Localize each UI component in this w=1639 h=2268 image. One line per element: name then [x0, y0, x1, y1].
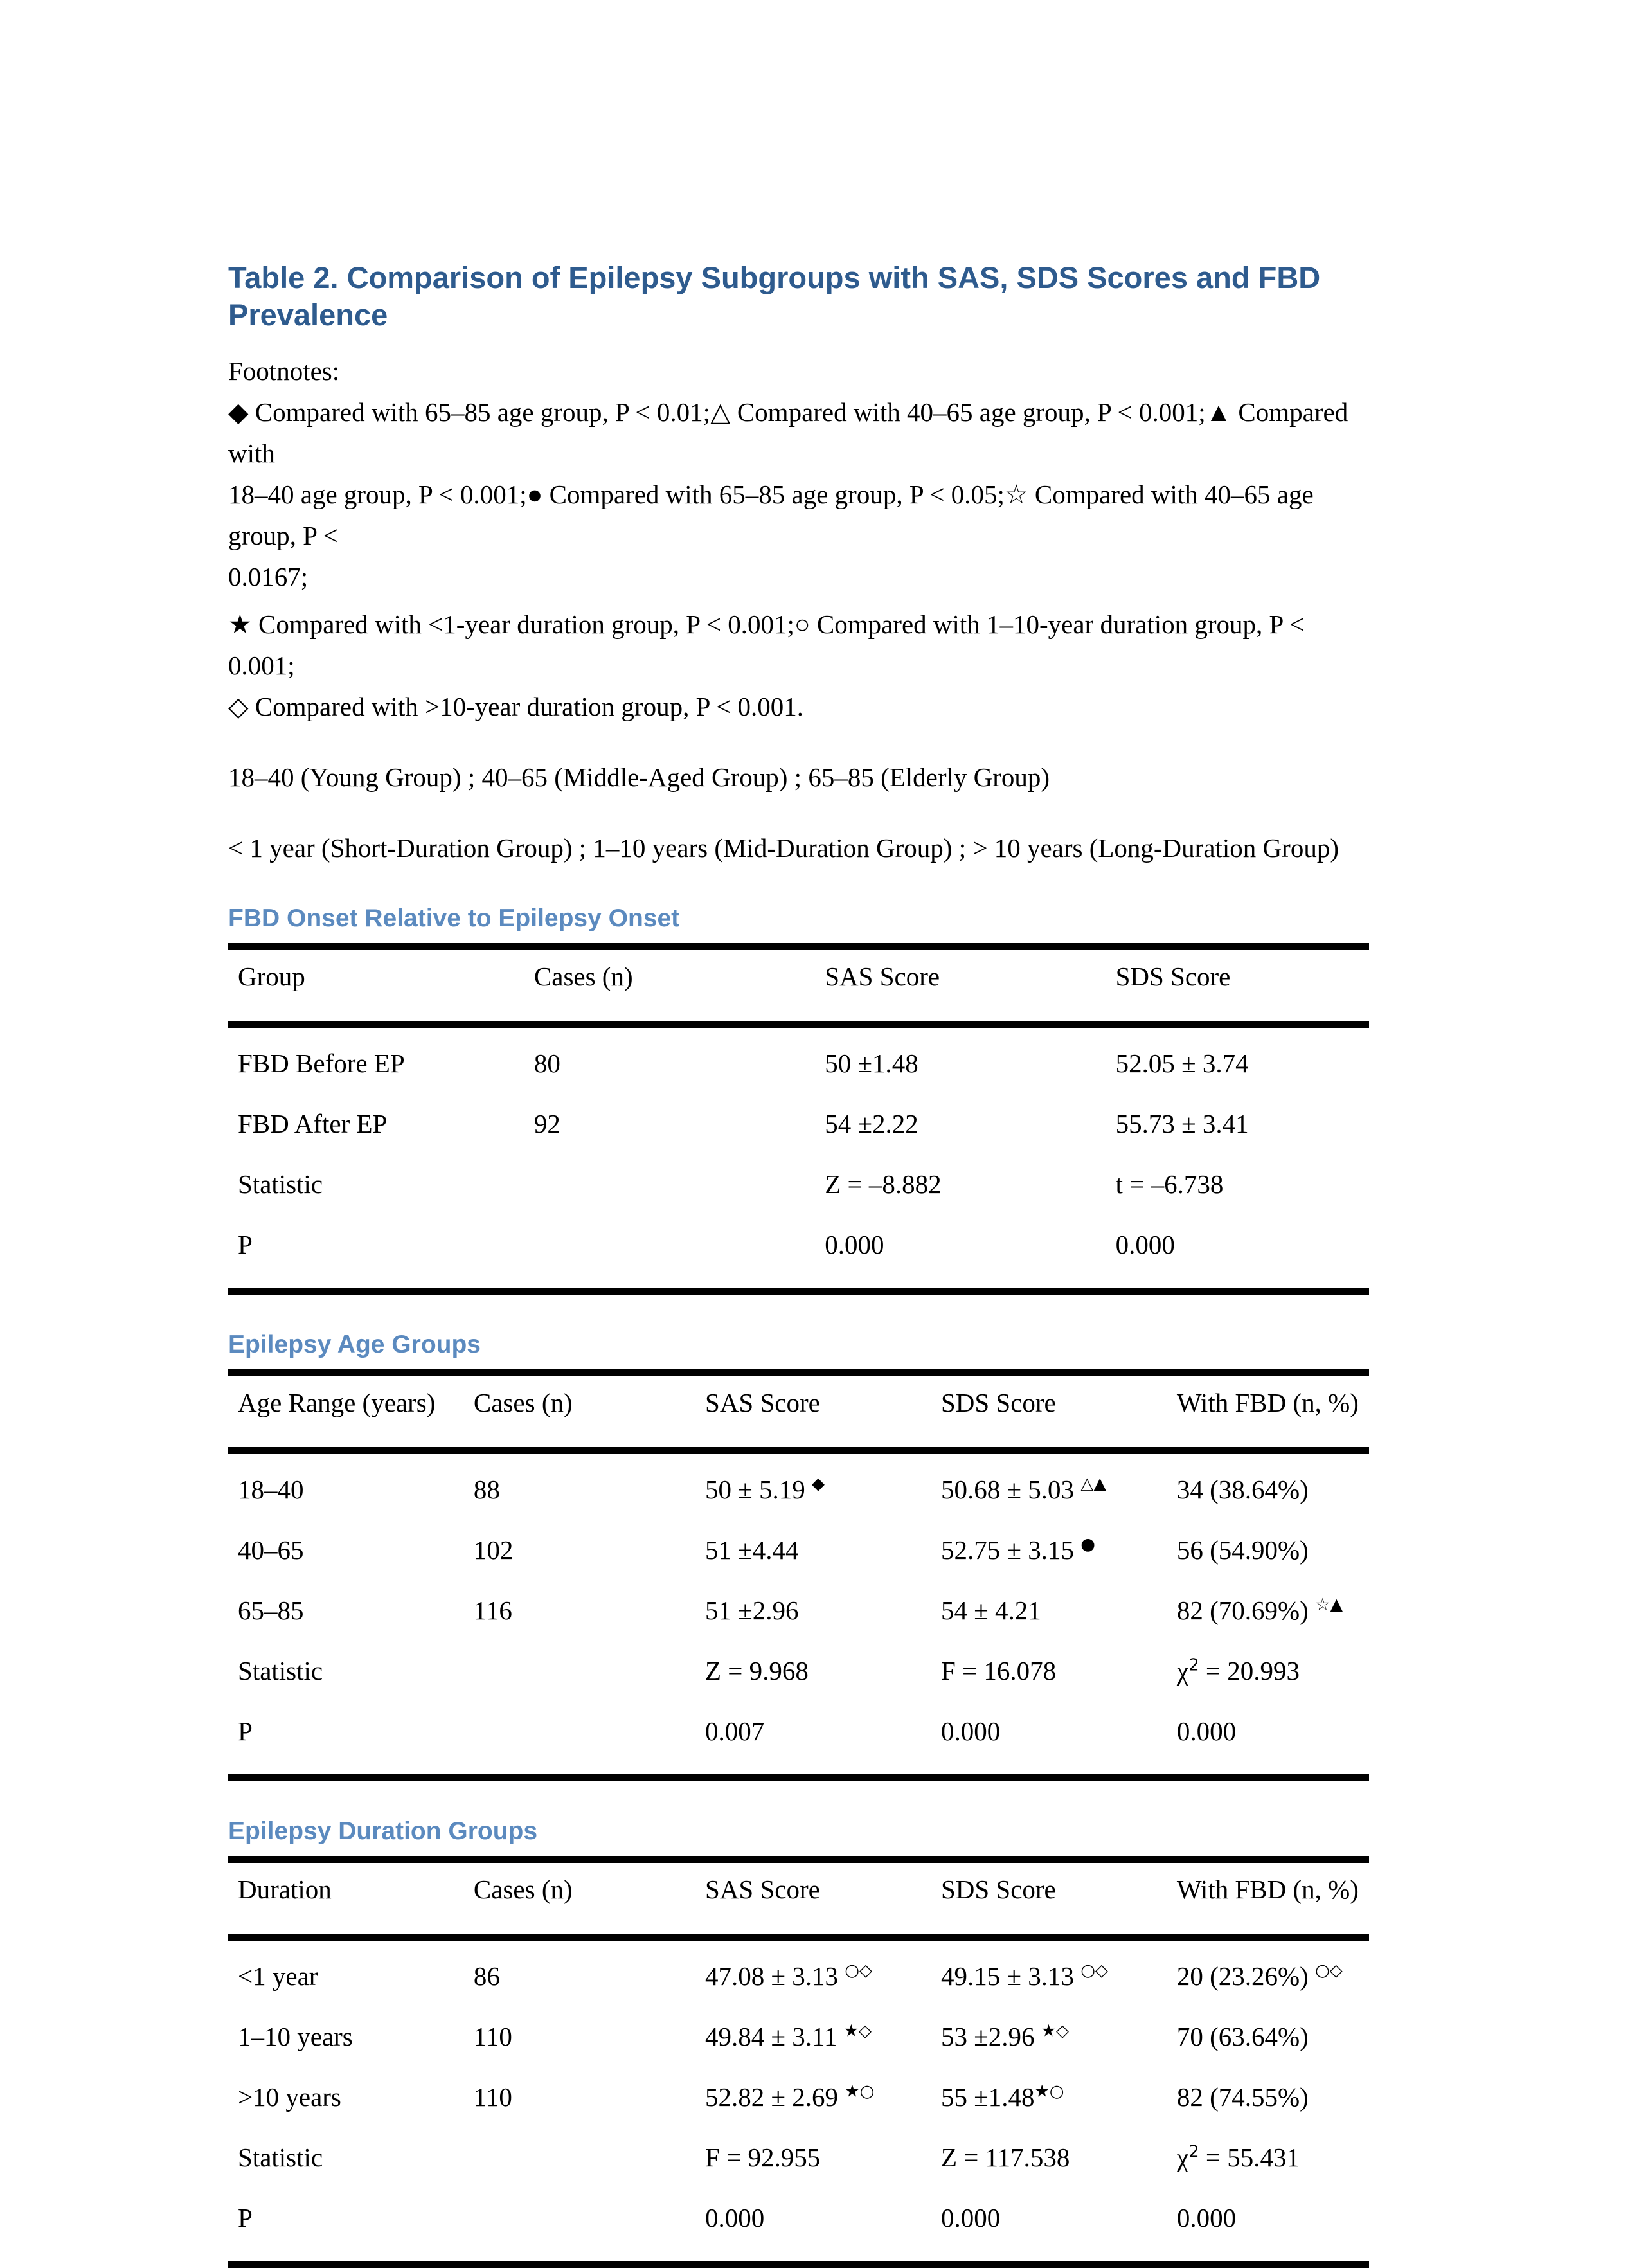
- table-row: [228, 2006, 1369, 2067]
- table-row: [228, 1580, 1369, 1641]
- table-cell: [464, 2188, 695, 2265]
- table-cell: 0.000: [940, 2203, 1001, 2233]
- table-section-duration-groups: [228, 1816, 1369, 2268]
- table-cell: [524, 1154, 815, 1214]
- table-row: [228, 2188, 1369, 2265]
- table-row: [228, 2127, 1369, 2188]
- table-row: [228, 1520, 1369, 1580]
- section-heading: FBD Onset Relative to Epilepsy Onset: [228, 905, 680, 932]
- column-header: SAS Score: [695, 1373, 931, 1451]
- column-header: SDS Score: [931, 1373, 1167, 1451]
- table-row: [228, 1154, 1369, 1214]
- table-cell: F = 16.078: [940, 1656, 1057, 1686]
- table-cell: 86: [473, 1961, 500, 1991]
- table-row: [228, 1214, 1369, 1292]
- table-cell: 51 ±2.96: [705, 1596, 799, 1625]
- table-cell: 50.68 ± 5.03 △▲: [940, 1474, 1107, 1504]
- table-cell: Z = 9.968: [705, 1656, 809, 1686]
- table-cell: [524, 1214, 815, 1292]
- table-cell: F = 92.955: [705, 2143, 821, 2172]
- table-cell: 55 ±1.48★○: [940, 2082, 1064, 2112]
- table-cell: 47.08 ± 3.13 ○◇: [705, 1961, 872, 1991]
- footnote-line: ◆ Compared with 65–85 age group, P < 0.01;△ Compared with 40–65 age group, P < 0.001;▲ Compared with: [228, 397, 1348, 468]
- table-cell: 82 (70.69%) ☆▲: [1176, 1595, 1343, 1625]
- table-cell: 40–65: [238, 1535, 304, 1565]
- table-cell: 0.000: [940, 1716, 1001, 1746]
- table-cell: 54 ± 4.21: [940, 1596, 1041, 1625]
- table-cell: FBD Before EP: [238, 1048, 405, 1078]
- table-cell: 116: [473, 1596, 512, 1625]
- table-cell: 0.000: [825, 1230, 884, 1259]
- table-cell: 52.05 ± 3.74: [1115, 1048, 1249, 1078]
- significance-marker: △▲: [1080, 1474, 1107, 1494]
- column-header: Cases (n): [464, 1373, 695, 1451]
- table-cell: 0.000: [705, 2203, 765, 2233]
- table-cell: Statistic: [238, 1169, 323, 1199]
- column-header: Duration: [228, 1860, 464, 1938]
- table-cell: 50 ±1.48: [825, 1048, 918, 1078]
- table-cell: 82 (74.55%): [1176, 2082, 1309, 2112]
- table-header-row: [228, 1860, 1369, 1938]
- column-header: Cases (n): [464, 1860, 695, 1938]
- table-cell: t = –6.738: [1115, 1169, 1224, 1199]
- table-cell: [464, 2127, 695, 2188]
- table-cell: 80: [533, 1048, 560, 1078]
- table-cell: 0.000: [1115, 1230, 1175, 1259]
- table-cell: 51 ±4.44: [705, 1535, 799, 1565]
- footnotes-label: Footnotes:: [228, 356, 340, 386]
- table-cell: 0.000: [1176, 1716, 1237, 1746]
- table-row: [228, 1641, 1369, 1701]
- significance-marker: ○◇: [845, 1961, 872, 1981]
- table-cell: 50 ± 5.19 ◆: [705, 1474, 825, 1504]
- significance-marker: ☆▲: [1315, 1595, 1343, 1615]
- table-cell: $\chi^2 = 55.431$: [1176, 2142, 1300, 2172]
- table-cell: P: [238, 2203, 253, 2233]
- table-cell: P: [238, 1716, 253, 1746]
- footnote-line: 18–40 age group, P < 0.001;● Compared with 65–85 age group, P < 0.05;☆ Compared with 40–65 age group, P <: [228, 480, 1314, 550]
- column-header: With FBD (n, %): [1167, 1373, 1369, 1451]
- table-cell: 55.73 ± 3.41: [1115, 1109, 1249, 1138]
- table-cell: [464, 1701, 695, 1778]
- table-cell: 54 ±2.22: [825, 1109, 918, 1138]
- table-cell: P: [238, 1230, 253, 1259]
- significance-marker: ○◇: [1080, 1961, 1108, 1981]
- column-header: With FBD (n, %): [1167, 1860, 1369, 1938]
- table-section-fbd-onset: [228, 903, 1369, 1295]
- column-header: SDS Score: [931, 1860, 1167, 1938]
- column-header: SDS Score: [1106, 947, 1369, 1025]
- table-cell: FBD After EP: [238, 1109, 388, 1138]
- table-row: [228, 1094, 1369, 1154]
- data-table: [228, 1856, 1369, 2268]
- table-cell: <1 year: [238, 1961, 318, 1991]
- significance-marker: ★◇: [1041, 2021, 1070, 2041]
- table-cell: 92: [533, 1109, 560, 1138]
- footnote-line: ★ Compared with <1-year duration group, P < 0.001;○ Compared with 1–10-year duration group, P < 0.001;: [228, 609, 1305, 680]
- significance-marker: 2: [1188, 1655, 1199, 1675]
- table-cell: [464, 1641, 695, 1701]
- significance-marker: 2: [1188, 2142, 1199, 2162]
- table-row: [228, 1938, 1369, 2007]
- group-definition-duration: < 1 year (Short-Duration Group) ; 1–10 years (Mid-Duration Group) ; > 10 years (Long-Duration Group): [228, 833, 1339, 863]
- table-cell: $\chi^2 = 20.993$: [1176, 1655, 1300, 1686]
- table-cell: Statistic: [238, 1656, 323, 1686]
- column-header: Age Range (years): [228, 1373, 464, 1451]
- table-cell: Statistic: [238, 2143, 323, 2172]
- table-cell: 0.000: [1176, 2203, 1237, 2233]
- page-content: [228, 259, 1369, 2268]
- table-header-row: [228, 947, 1369, 1025]
- table-header-row: [228, 1373, 1369, 1451]
- table-cell: 49.84 ± 3.11 ★◇: [705, 2021, 872, 2051]
- section-heading: Epilepsy Duration Groups: [228, 1817, 538, 1845]
- table-row: [228, 1451, 1369, 1520]
- table-cell: 53 ±2.96 ★◇: [940, 2021, 1070, 2051]
- significance-marker: ★○: [1034, 2082, 1064, 2102]
- table-cell: Z = –8.882: [825, 1169, 942, 1199]
- table-cell: 52.82 ± 2.69 ★○: [705, 2082, 875, 2112]
- table-row: [228, 1025, 1369, 1094]
- table-cell: 1–10 years: [238, 2022, 353, 2051]
- table-cell: 49.15 ± 3.13 ○◇: [940, 1961, 1108, 1991]
- table-cell: 110: [473, 2022, 512, 2051]
- significance-marker: ◆: [812, 1474, 825, 1494]
- group-definition-age: 18–40 (Young Group) ; 40–65 (Middle-Aged Group) ; 65–85 (Elderly Group): [228, 762, 1050, 792]
- table-cell: 88: [473, 1475, 500, 1504]
- section-heading: Epilepsy Age Groups: [228, 1331, 481, 1358]
- table-cell: 70 (63.64%): [1176, 2022, 1309, 2051]
- page-title: Table 2. Comparison of Epilepsy Subgroups with SAS, SDS Scores and FBD Prevalence: [228, 260, 1321, 332]
- data-table: [228, 1369, 1369, 1781]
- significance-marker: ○◇: [1315, 1961, 1343, 1981]
- column-header: Cases (n): [524, 947, 815, 1025]
- table-section-age-groups: [228, 1329, 1369, 1781]
- table-cell: 34 (38.64%): [1176, 1475, 1309, 1504]
- data-table: [228, 943, 1369, 1295]
- table-cell: 0.007: [705, 1716, 765, 1746]
- significance-marker: ●: [1080, 1534, 1095, 1554]
- footnote-line: 0.0167;: [228, 562, 309, 591]
- table-cell: 102: [473, 1535, 514, 1565]
- significance-marker: ★○: [845, 2082, 875, 2102]
- column-header: SAS Score: [695, 1860, 931, 1938]
- table-cell: 65–85: [238, 1596, 304, 1625]
- table-cell: Z = 117.538: [940, 2143, 1070, 2172]
- table-cell: >10 years: [238, 2082, 341, 2112]
- table-cell: 52.75 ± 3.15 ●: [940, 1534, 1095, 1565]
- table-cell: 110: [473, 2082, 512, 2112]
- table-row: [228, 1701, 1369, 1778]
- column-header: Group: [228, 947, 524, 1025]
- table-cell: 18–40: [238, 1475, 304, 1504]
- significance-marker: ★◇: [843, 2021, 872, 2041]
- column-header: SAS Score: [815, 947, 1106, 1025]
- table-cell: 56 (54.90%): [1176, 1535, 1309, 1565]
- footnote-line: ◇ Compared with >10-year duration group, P < 0.001.: [228, 692, 803, 721]
- table-cell: 20 (23.26%) ○◇: [1176, 1961, 1343, 1991]
- table-row: [228, 2067, 1369, 2127]
